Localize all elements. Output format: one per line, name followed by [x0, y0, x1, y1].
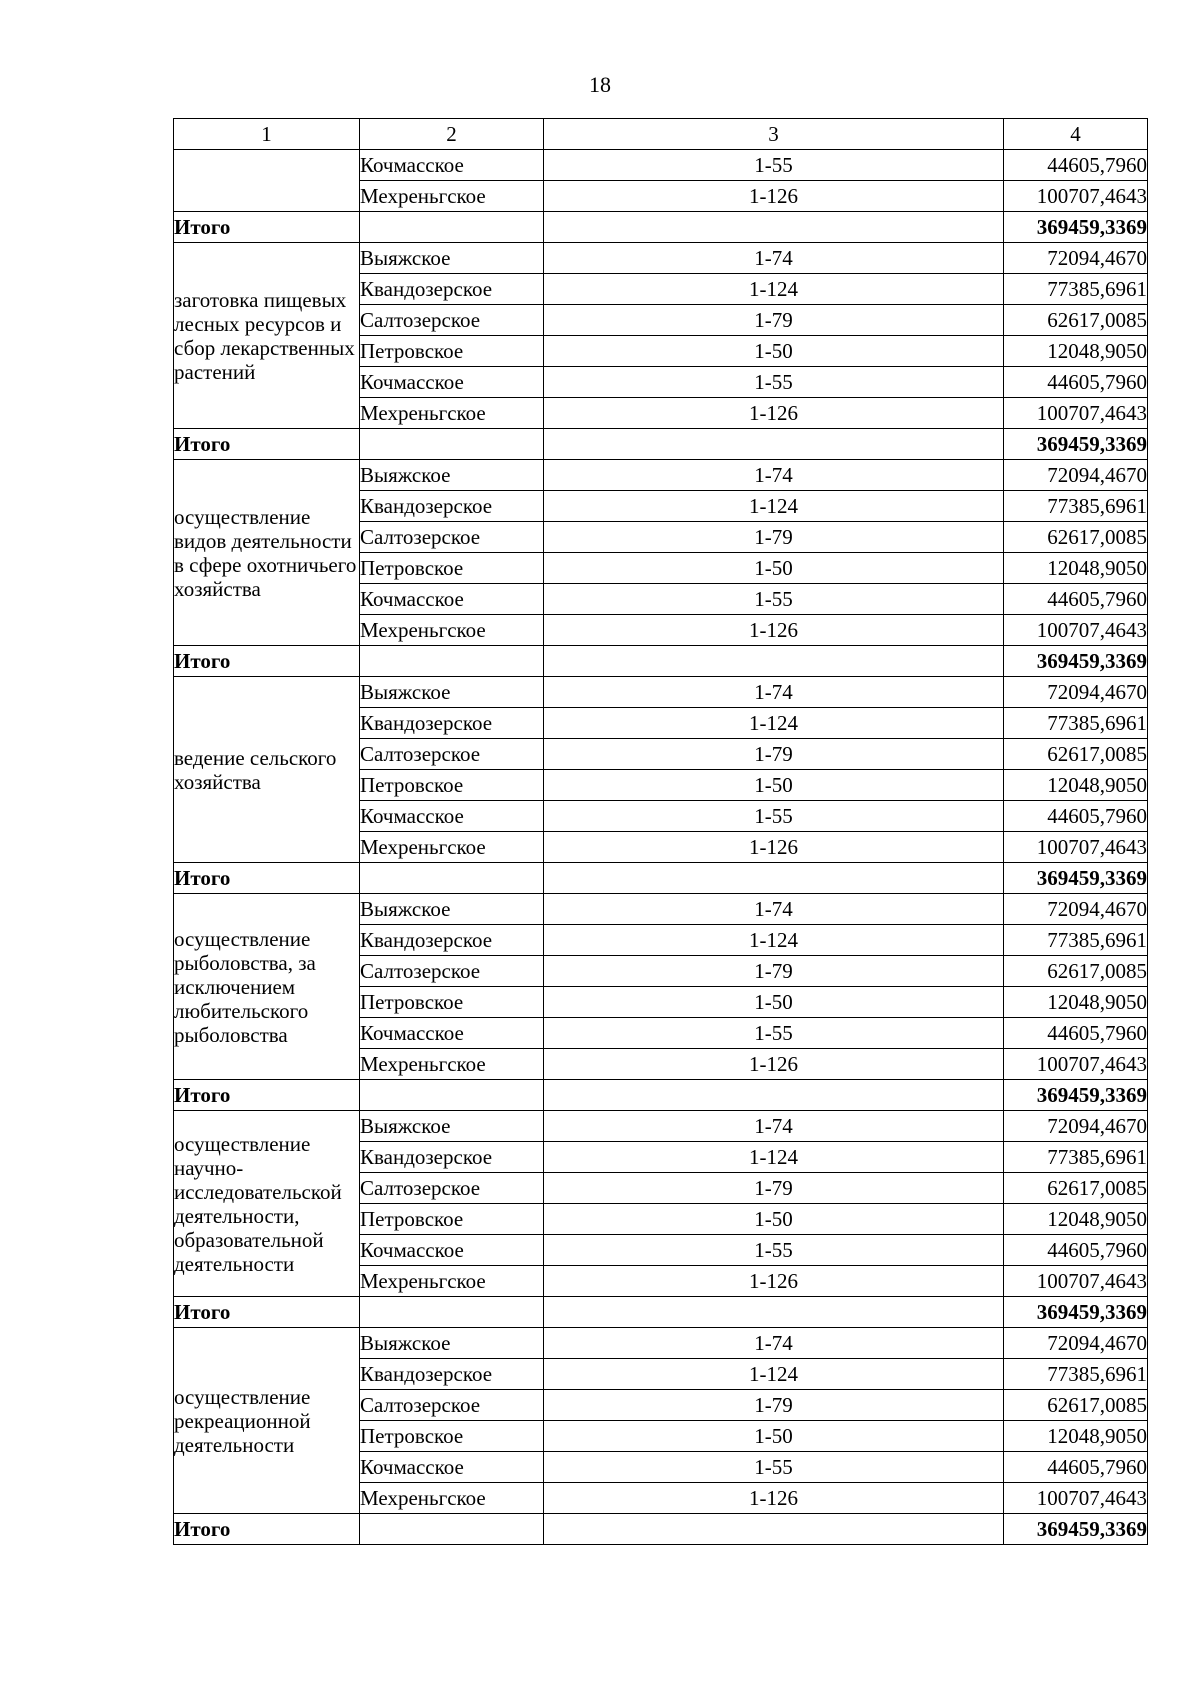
empty-cell [360, 646, 544, 677]
district-cell: Кочмасское [360, 1452, 544, 1483]
table-row [174, 1111, 1148, 1142]
district-cell: Выяжское [360, 894, 544, 925]
quarters-cell: 1-124 [544, 491, 1004, 522]
quarters-cell: 1-55 [544, 150, 1004, 181]
district-cell: Петровское [360, 336, 544, 367]
district-cell: Петровское [360, 770, 544, 801]
district-cell: Выяжское [360, 1328, 544, 1359]
quarters-cell: 1-74 [544, 460, 1004, 491]
area-cell: 72094,4670 [1004, 243, 1148, 274]
table-row [174, 677, 1148, 708]
column-header: 4 [1004, 119, 1148, 150]
quarters-cell: 1-74 [544, 1328, 1004, 1359]
area-cell: 100707,4643 [1004, 1266, 1148, 1297]
area-cell: 100707,4643 [1004, 1483, 1148, 1514]
column-header: 1 [174, 119, 360, 150]
quarters-cell: 1-50 [544, 553, 1004, 584]
header-row [174, 119, 1148, 150]
quarters-cell: 1-126 [544, 181, 1004, 212]
total-value: 369459,3369 [1004, 1514, 1148, 1545]
area-cell: 12048,9050 [1004, 553, 1148, 584]
empty-cell [360, 212, 544, 243]
activity-cell: осуществление видов деятельности в сфере охотничьего хозяйства [174, 460, 360, 646]
total-label: Итого [174, 212, 360, 243]
district-cell: Квандозерское [360, 274, 544, 305]
column-header: 3 [544, 119, 1004, 150]
quarters-cell: 1-74 [544, 894, 1004, 925]
empty-cell [360, 429, 544, 460]
empty-cell [544, 429, 1004, 460]
empty-cell [544, 1514, 1004, 1545]
district-cell: Мехреньгское [360, 181, 544, 212]
quarters-cell: 1-55 [544, 1018, 1004, 1049]
district-cell: Выяжское [360, 460, 544, 491]
area-cell: 44605,7960 [1004, 150, 1148, 181]
quarters-cell: 1-50 [544, 987, 1004, 1018]
area-cell: 44605,7960 [1004, 367, 1148, 398]
area-cell: 62617,0085 [1004, 739, 1148, 770]
area-cell: 44605,7960 [1004, 584, 1148, 615]
table-row [174, 243, 1148, 274]
total-label: Итого [174, 646, 360, 677]
area-cell: 77385,6961 [1004, 708, 1148, 739]
district-cell: Петровское [360, 1204, 544, 1235]
total-value: 369459,3369 [1004, 1080, 1148, 1111]
empty-cell [544, 212, 1004, 243]
quarters-cell: 1-55 [544, 801, 1004, 832]
quarters-cell: 1-126 [544, 615, 1004, 646]
quarters-cell: 1-55 [544, 1452, 1004, 1483]
area-cell: 77385,6961 [1004, 1142, 1148, 1173]
quarters-cell: 1-126 [544, 1049, 1004, 1080]
empty-cell [360, 1514, 544, 1545]
area-cell: 100707,4643 [1004, 832, 1148, 863]
empty-cell [544, 1297, 1004, 1328]
district-cell: Квандозерское [360, 1359, 544, 1390]
area-cell: 62617,0085 [1004, 1390, 1148, 1421]
table-row [174, 460, 1148, 491]
district-cell: Мехреньгское [360, 615, 544, 646]
area-cell: 77385,6961 [1004, 274, 1148, 305]
district-cell: Выяжское [360, 243, 544, 274]
activity-cell [174, 150, 360, 212]
area-cell: 100707,4643 [1004, 398, 1148, 429]
quarters-cell: 1-50 [544, 1421, 1004, 1452]
total-row [174, 429, 1148, 460]
empty-cell [544, 1080, 1004, 1111]
quarters-cell: 1-79 [544, 305, 1004, 336]
district-cell: Квандозерское [360, 1142, 544, 1173]
district-cell: Квандозерское [360, 925, 544, 956]
quarters-cell: 1-79 [544, 1173, 1004, 1204]
total-row [174, 1080, 1148, 1111]
quarters-cell: 1-50 [544, 770, 1004, 801]
district-cell: Мехреньгское [360, 832, 544, 863]
quarters-cell: 1-126 [544, 832, 1004, 863]
district-cell: Петровское [360, 1421, 544, 1452]
district-cell: Салтозерское [360, 956, 544, 987]
total-value: 369459,3369 [1004, 212, 1148, 243]
area-cell: 72094,4670 [1004, 677, 1148, 708]
empty-cell [360, 1080, 544, 1111]
total-label: Итого [174, 863, 360, 894]
district-cell: Квандозерское [360, 491, 544, 522]
empty-cell [544, 863, 1004, 894]
district-cell: Кочмасское [360, 801, 544, 832]
total-row [174, 1297, 1148, 1328]
quarters-cell: 1-50 [544, 336, 1004, 367]
total-row [174, 863, 1148, 894]
quarters-cell: 1-55 [544, 367, 1004, 398]
area-cell: 72094,4670 [1004, 460, 1148, 491]
area-cell: 12048,9050 [1004, 1421, 1148, 1452]
quarters-cell: 1-124 [544, 1142, 1004, 1173]
activity-cell: осуществление научно-исследовательской деятельности, образовательной деятельности [174, 1111, 360, 1297]
total-row [174, 646, 1148, 677]
activity-cell: заготовка пищевых лесных ресурсов и сбор лекарственных растений [174, 243, 360, 429]
quarters-cell: 1-124 [544, 1359, 1004, 1390]
area-cell: 72094,4670 [1004, 894, 1148, 925]
area-cell: 72094,4670 [1004, 1328, 1148, 1359]
quarters-cell: 1-126 [544, 1483, 1004, 1514]
empty-cell [360, 863, 544, 894]
area-cell: 72094,4670 [1004, 1111, 1148, 1142]
quarters-cell: 1-74 [544, 1111, 1004, 1142]
district-cell: Салтозерское [360, 1390, 544, 1421]
quarters-cell: 1-55 [544, 1235, 1004, 1266]
total-label: Итого [174, 1514, 360, 1545]
area-cell: 100707,4643 [1004, 1049, 1148, 1080]
area-cell: 44605,7960 [1004, 1235, 1148, 1266]
activity-cell: осуществление рекреационной деятельности [174, 1328, 360, 1514]
quarters-cell: 1-126 [544, 398, 1004, 429]
quarters-cell: 1-74 [544, 677, 1004, 708]
district-cell: Выяжское [360, 677, 544, 708]
column-header: 2 [360, 119, 544, 150]
district-cell: Салтозерское [360, 739, 544, 770]
total-row [174, 212, 1148, 243]
district-cell: Квандозерское [360, 708, 544, 739]
area-cell: 77385,6961 [1004, 491, 1148, 522]
total-label: Итого [174, 429, 360, 460]
district-cell: Кочмасское [360, 367, 544, 398]
total-value: 369459,3369 [1004, 1297, 1148, 1328]
area-cell: 62617,0085 [1004, 522, 1148, 553]
district-cell: Выяжское [360, 1111, 544, 1142]
quarters-cell: 1-74 [544, 243, 1004, 274]
quarters-cell: 1-50 [544, 1204, 1004, 1235]
table-row [174, 894, 1148, 925]
forest-lease-table [173, 118, 1148, 1545]
empty-cell [544, 646, 1004, 677]
area-cell: 77385,6961 [1004, 1359, 1148, 1390]
district-cell: Петровское [360, 553, 544, 584]
area-cell: 44605,7960 [1004, 1018, 1148, 1049]
district-cell: Кочмасское [360, 1235, 544, 1266]
quarters-cell: 1-124 [544, 708, 1004, 739]
quarters-cell: 1-126 [544, 1266, 1004, 1297]
area-cell: 44605,7960 [1004, 801, 1148, 832]
area-cell: 12048,9050 [1004, 1204, 1148, 1235]
area-cell: 100707,4643 [1004, 615, 1148, 646]
district-cell: Салтозерское [360, 1173, 544, 1204]
area-cell: 62617,0085 [1004, 305, 1148, 336]
area-cell: 12048,9050 [1004, 770, 1148, 801]
table-row [174, 150, 1148, 181]
district-cell: Кочмасское [360, 150, 544, 181]
page-number: 18 [589, 72, 611, 97]
activity-cell: ведение сельского хозяйства [174, 677, 360, 863]
total-value: 369459,3369 [1004, 646, 1148, 677]
empty-cell [360, 1297, 544, 1328]
area-cell: 44605,7960 [1004, 1452, 1148, 1483]
total-label: Итого [174, 1080, 360, 1111]
district-cell: Петровское [360, 987, 544, 1018]
district-cell: Салтозерское [360, 522, 544, 553]
quarters-cell: 1-55 [544, 584, 1004, 615]
quarters-cell: 1-79 [544, 739, 1004, 770]
quarters-cell: 1-79 [544, 956, 1004, 987]
quarters-cell: 1-124 [544, 274, 1004, 305]
district-cell: Кочмасское [360, 1018, 544, 1049]
district-cell: Мехреньгское [360, 1266, 544, 1297]
district-cell: Мехреньгское [360, 1049, 544, 1080]
total-value: 369459,3369 [1004, 429, 1148, 460]
area-cell: 62617,0085 [1004, 1173, 1148, 1204]
quarters-cell: 1-124 [544, 925, 1004, 956]
table-row [174, 1328, 1148, 1359]
district-cell: Салтозерское [360, 305, 544, 336]
total-row [174, 1514, 1148, 1545]
district-cell: Кочмасское [360, 584, 544, 615]
district-cell: Мехреньгское [360, 1483, 544, 1514]
area-cell: 12048,9050 [1004, 987, 1148, 1018]
table-body [174, 119, 1148, 1545]
quarters-cell: 1-79 [544, 522, 1004, 553]
total-label: Итого [174, 1297, 360, 1328]
activity-cell: осуществление рыболовства, за исключением любительского рыболовства [174, 894, 360, 1080]
area-cell: 100707,4643 [1004, 181, 1148, 212]
district-cell: Мехреньгское [360, 398, 544, 429]
area-cell: 77385,6961 [1004, 925, 1148, 956]
area-cell: 62617,0085 [1004, 956, 1148, 987]
total-value: 369459,3369 [1004, 863, 1148, 894]
area-cell: 12048,9050 [1004, 336, 1148, 367]
quarters-cell: 1-79 [544, 1390, 1004, 1421]
